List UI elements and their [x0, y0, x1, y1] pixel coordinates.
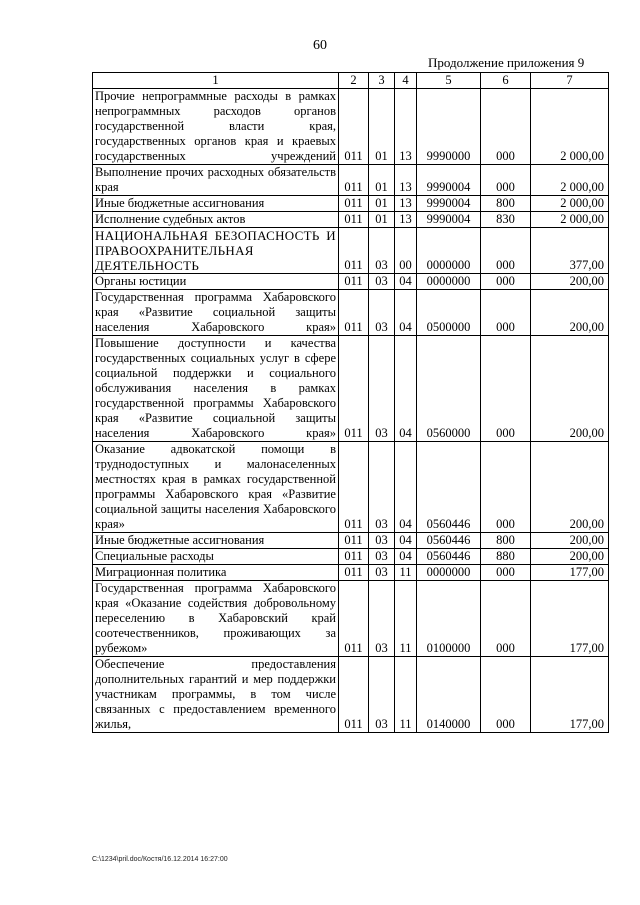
row-target: 0000000 — [417, 228, 481, 274]
row-amount: 377,00 — [531, 228, 609, 274]
header-cell: 3 — [369, 73, 395, 89]
row-type: 000 — [481, 89, 531, 165]
row-target: 0100000 — [417, 581, 481, 657]
row-type: 000 — [481, 565, 531, 581]
row-target: 0000000 — [417, 565, 481, 581]
row-code: 011 — [339, 565, 369, 581]
row-section: 03 — [369, 533, 395, 549]
table-row — [93, 565, 609, 581]
row-code: 011 — [339, 212, 369, 228]
row-amount: 2 000,00 — [531, 196, 609, 212]
row-amount: 2 000,00 — [531, 89, 609, 165]
row-subsection: 04 — [395, 442, 417, 533]
row-subsection: 00 — [395, 228, 417, 274]
table-row — [93, 165, 609, 196]
row-subsection: 13 — [395, 89, 417, 165]
row-code: 011 — [339, 165, 369, 196]
row-amount: 177,00 — [531, 565, 609, 581]
row-amount: 2 000,00 — [531, 165, 609, 196]
row-amount: 200,00 — [531, 442, 609, 533]
row-name: Оказание адвокатской помощи в труднодоступных и малонаселенных местностях края в рамках государственной программы Хабаровского края «Развитие социальной защиты населения Хабаровского края» — [93, 442, 339, 533]
row-amount: 200,00 — [531, 336, 609, 442]
row-code: 011 — [339, 336, 369, 442]
table-row — [93, 228, 609, 274]
row-type: 000 — [481, 228, 531, 274]
row-type: 000 — [481, 442, 531, 533]
table-row — [93, 336, 609, 442]
row-subsection: 04 — [395, 274, 417, 290]
header-row — [93, 73, 609, 89]
row-subsection: 04 — [395, 290, 417, 336]
row-section: 03 — [369, 336, 395, 442]
row-name: Органы юстиции — [93, 274, 339, 290]
row-amount: 200,00 — [531, 274, 609, 290]
row-section: 03 — [369, 549, 395, 565]
row-name: Государственная программа Хабаровского края «Развитие социальной защиты населения Хабаровского края» — [93, 290, 339, 336]
row-target: 0000000 — [417, 274, 481, 290]
row-code: 011 — [339, 657, 369, 733]
row-name: Выполнение прочих расходных обязательств края — [93, 165, 339, 196]
row-code: 011 — [339, 581, 369, 657]
row-name: НАЦИОНАЛЬНАЯ БЕЗОПАСНОСТЬ И ПРАВООХРАНИТЕЛЬНАЯ ДЕЯТЕЛЬНОСТЬ — [93, 228, 339, 274]
row-amount: 2 000,00 — [531, 212, 609, 228]
row-name: Иные бюджетные ассигнования — [93, 196, 339, 212]
row-subsection: 04 — [395, 549, 417, 565]
row-amount: 200,00 — [531, 549, 609, 565]
row-section: 03 — [369, 228, 395, 274]
row-target: 0560446 — [417, 549, 481, 565]
row-type: 800 — [481, 533, 531, 549]
row-section: 03 — [369, 565, 395, 581]
row-subsection: 13 — [395, 165, 417, 196]
row-section: 03 — [369, 442, 395, 533]
row-name: Обеспечение предоставления дополнительных гарантий и мер поддержки участникам программы, в том числе связанных с предоставлением временного жилья, — [93, 657, 339, 733]
row-code: 011 — [339, 196, 369, 212]
row-section: 03 — [369, 290, 395, 336]
row-section: 01 — [369, 196, 395, 212]
row-code: 011 — [339, 290, 369, 336]
row-target: 0500000 — [417, 290, 481, 336]
page-number: 60 — [313, 38, 327, 53]
row-name: Повышение доступности и качества государственных социальных услуг в сфере социальной поддержки и социального обслуживания населения в рамках государственной программы Хабаровского края «Развитие социальной защиты населения Хабаровского края» — [93, 336, 339, 442]
table-row — [93, 274, 609, 290]
row-target: 9990004 — [417, 165, 481, 196]
row-subsection: 11 — [395, 565, 417, 581]
row-code: 011 — [339, 274, 369, 290]
row-type: 000 — [481, 165, 531, 196]
row-code: 011 — [339, 89, 369, 165]
row-type: 830 — [481, 212, 531, 228]
header-cell: 5 — [417, 73, 481, 89]
row-section: 03 — [369, 657, 395, 733]
header-cell: 4 — [395, 73, 417, 89]
table-row — [93, 442, 609, 533]
row-type: 800 — [481, 196, 531, 212]
row-section: 03 — [369, 274, 395, 290]
table-row — [93, 657, 609, 733]
row-section: 01 — [369, 212, 395, 228]
row-subsection: 11 — [395, 657, 417, 733]
row-amount: 177,00 — [531, 581, 609, 657]
file-path-footer: C:\1234\pril.doc/Костя/16.12.2014 16:27:00 — [92, 856, 228, 863]
header-cell: 2 — [339, 73, 369, 89]
header-cell: 6 — [481, 73, 531, 89]
table-row — [93, 89, 609, 165]
row-subsection: 04 — [395, 533, 417, 549]
row-subsection: 04 — [395, 336, 417, 442]
row-type: 000 — [481, 336, 531, 442]
table-row — [93, 290, 609, 336]
row-amount: 200,00 — [531, 290, 609, 336]
table-row — [93, 549, 609, 565]
row-code: 011 — [339, 549, 369, 565]
row-subsection: 13 — [395, 196, 417, 212]
row-name: Специальные расходы — [93, 549, 339, 565]
row-name: Иные бюджетные ассигнования — [93, 533, 339, 549]
row-code: 011 — [339, 228, 369, 274]
row-code: 011 — [339, 442, 369, 533]
table-row — [93, 196, 609, 212]
row-target: 9990004 — [417, 212, 481, 228]
row-subsection: 13 — [395, 212, 417, 228]
row-name: Миграционная политика — [93, 565, 339, 581]
table-row — [93, 533, 609, 549]
row-name: Прочие непрограммные расходы в рамках непрограммных расходов органов государственной власти края, государственных органов края и краевых государственных учреждений — [93, 89, 339, 165]
row-type: 000 — [481, 290, 531, 336]
row-type: 000 — [481, 657, 531, 733]
row-section: 03 — [369, 581, 395, 657]
row-target: 0560000 — [417, 336, 481, 442]
table-row — [93, 212, 609, 228]
row-target: 0560446 — [417, 442, 481, 533]
row-subsection: 11 — [395, 581, 417, 657]
budget-table — [92, 72, 609, 733]
row-name: Государственная программа Хабаровского края «Оказание содействия добровольному переселению в Хабаровский край соотечественников, проживающих за рубежом» — [93, 581, 339, 657]
row-target: 0140000 — [417, 657, 481, 733]
row-target: 9990000 — [417, 89, 481, 165]
row-target: 0560446 — [417, 533, 481, 549]
row-amount: 200,00 — [531, 533, 609, 549]
row-amount: 177,00 — [531, 657, 609, 733]
table-row — [93, 581, 609, 657]
row-type: 880 — [481, 549, 531, 565]
row-type: 000 — [481, 274, 531, 290]
row-code: 011 — [339, 533, 369, 549]
continuation-label: Продолжение приложения 9 — [428, 55, 585, 70]
row-section: 01 — [369, 89, 395, 165]
row-name: Исполнение судебных актов — [93, 212, 339, 228]
header-cell: 7 — [531, 73, 609, 89]
row-target: 9990004 — [417, 196, 481, 212]
header-cell: 1 — [93, 73, 339, 89]
row-section: 01 — [369, 165, 395, 196]
row-type: 000 — [481, 581, 531, 657]
